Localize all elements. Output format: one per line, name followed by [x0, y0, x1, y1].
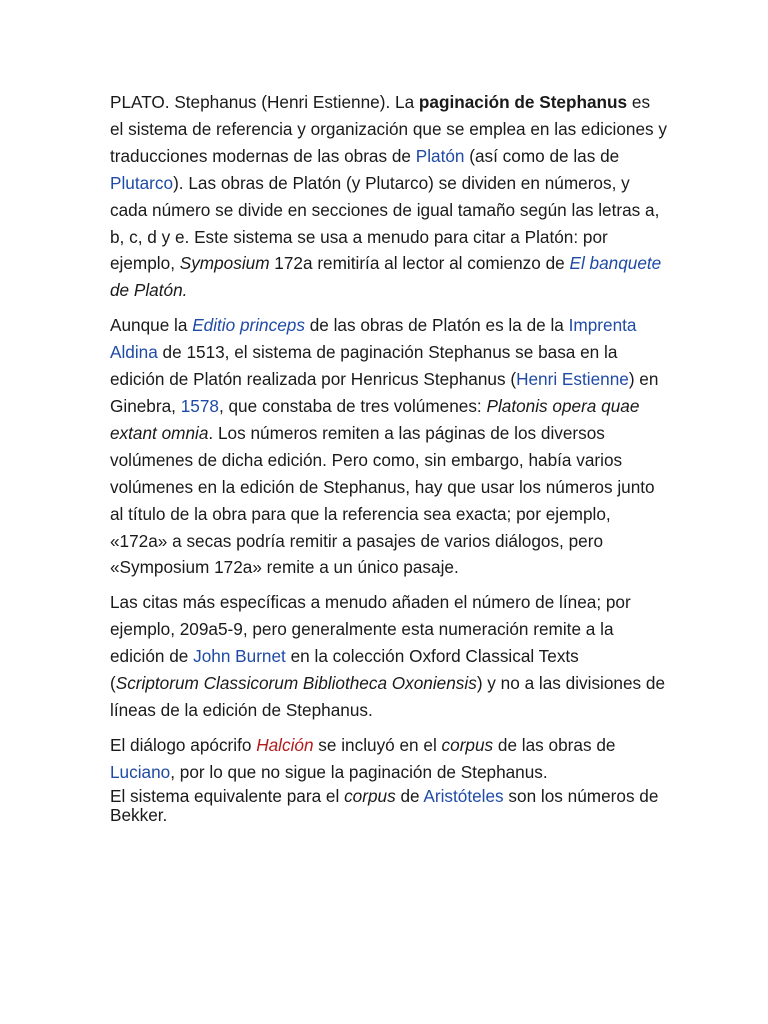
link-plutarco[interactable]: Plutarco [110, 172, 174, 193]
text: de [395, 785, 424, 806]
link-1578[interactable]: 1578 [180, 395, 219, 416]
paragraph-intro [110, 89, 668, 304]
link-el-banquete[interactable]: El banquete [569, 253, 662, 274]
link-luciano[interactable]: Luciano [110, 761, 171, 782]
text: ). Las obras de Platón (y Plutarco) se dividen en números, y cada número se divide en secciones de igual tamaño según las letras a, b, c, d y e. Este sistema se usa a menudo para citar a Platón: por ejemplo, [110, 172, 660, 274]
italic-term: corpus [441, 734, 494, 755]
text: ) y no a las divisiones de líneas de la edición de Stephanus. [110, 673, 666, 720]
text: , que constaba de tres volúmenes: [218, 395, 487, 416]
text: de las obras de [493, 734, 616, 755]
link-imprenta-aldina[interactable]: Imprenta Aldina [110, 315, 637, 363]
link-halcion[interactable]: Halción [256, 734, 314, 755]
italic-term: corpus [344, 785, 396, 806]
italic-title: Platonis opera quae extant omnia [110, 395, 640, 443]
text: es el sistema de referencia y organización que se emplea en las ediciones y traducciones modernas de las obras de [110, 92, 667, 166]
link-aristoteles[interactable]: Aristóteles [423, 785, 504, 806]
text: ) en Ginebra, [110, 369, 659, 416]
text: , por lo que no sigue la paginación de Stephanus. [170, 761, 548, 782]
text: El sistema equivalente para el [110, 785, 345, 806]
italic-text: de Platón. [110, 280, 188, 301]
italic-title: Scriptorum Classicorum Bibliotheca Oxoniensis [115, 673, 477, 694]
bold-term: paginación de Stephanus [418, 92, 628, 112]
text: El diálogo apócrifo [110, 734, 257, 755]
text: . Los números remiten a las páginas de los diversos volúmenes de dicha edición. Pero como, sin embargo, había varios volúmenes en la edición de Stephanus, hay que usar los números junto al título de la obra para que la referencia sea exacta; por ejemplo, «172a» a secas podría remitir a pasajes de varios diálogos, pero «Symposium 172a» remite a un único pasaje. [110, 422, 655, 578]
text: (así como de las de [464, 145, 620, 166]
text: PLATO. Stephanus (Henri Estienne). La [110, 92, 419, 112]
italic-title: Symposium [179, 253, 270, 274]
text: de 1513, el sistema de paginación Stephanus se basa en la edición de Platón realizada por Henricus Stephanus ( [110, 342, 618, 390]
link-editio-princeps[interactable]: Editio princeps [192, 315, 305, 336]
link-henri-estienne[interactable]: Henri Estienne [516, 369, 629, 390]
text: Las citas más específicas a menudo añaden el número de línea; por ejemplo, 209a5-9, pero generalmente esta numeración remite a la edición de [110, 592, 631, 667]
paragraph-citas [110, 589, 668, 724]
paragraph-editio [110, 312, 668, 581]
text: 172a remitiría al lector al comienzo de [269, 253, 570, 274]
text: en la colección Oxford Classical Texts ( [110, 646, 579, 694]
paragraph-bekker [110, 787, 668, 826]
text: se incluyó en el [313, 734, 442, 755]
paragraph-halcion [110, 732, 668, 786]
link-john-burnet[interactable]: John Burnet [193, 646, 286, 667]
link-platon[interactable]: Platón [415, 145, 465, 166]
text: de las obras de Platón es la de la [304, 315, 569, 336]
text: son los números de Bekker. [110, 785, 659, 826]
text: Aunque la [110, 315, 193, 336]
